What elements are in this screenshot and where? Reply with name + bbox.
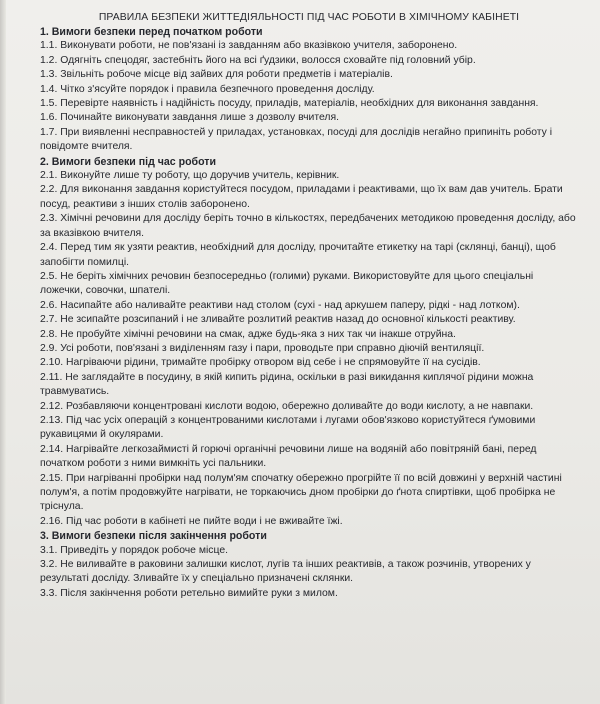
- rule-item: 1.5. Перевірте наявність і надійність посуду, приладів, матеріалів, необхідних для виконання завдання.: [40, 98, 539, 110]
- rule-item: 2.12. Розбавляючи концентровані кислоти водою, обережно доливайте до води кислоту, а не навпаки.: [40, 400, 534, 412]
- section-during-work: [40, 155, 578, 530]
- rule-item: 3.3. Після закінчення роботи ретельно вимийте руки з милом.: [40, 587, 338, 599]
- rule-item: 2.5. Не беріть хімічних речовин безпосередньо (голими) руками. Використовуйте для цього спеціальні ложечки, совочки, шпателі.: [40, 270, 534, 297]
- rule-item: 3.1. Приведіть у порядок робоче місце.: [40, 544, 228, 556]
- rule-item: 2.2. Для виконання завдання користуйтеся посудом, приладами і реактивами, що їх вам дав учитель. Брати посуд, реактиви з інших столів заборонено.: [40, 184, 563, 210]
- rule-item: 1.3. Звільніть робоче місце від зайвих для роботи предметів і матеріалів.: [40, 69, 393, 81]
- section-after-work: [40, 529, 578, 601]
- rule-item: 1.2. Одягніть спецодяг, застебніть його на всі ґудзики, волосся сховайте під головний убір.: [40, 54, 476, 66]
- rule-item: 3.2. Не виливайте в раковини залишки кислот, лугів та інших реактивів, а також розчинів, утворених у результаті досліду. Зливайте їх у спеціально призначені склянки.: [40, 559, 531, 585]
- rule-item: 1.7. При виявленні несправностей у приладах, установках, посуді для дослідів негайно припиніть роботу і повідомте вчителя.: [40, 126, 553, 153]
- section-heading: 3. Вимоги безпеки після закінчення роботи: [40, 530, 267, 543]
- rule-item: 2.10. Нагріваючи рідини, тримайте пробірку отвором від себе і не спрямовуйте її на сусідів.: [40, 357, 481, 369]
- rule-item: 2.7. Не зсипайте розсипаний і не зливайте розлитий реактив назад до основної кількості реактиву.: [40, 314, 516, 326]
- rule-item: 1.6. Починайте виконувати завдання лише з дозволу вчителя.: [40, 112, 339, 124]
- rule-item: 2.1. Виконуйте лише ту роботу, що доручив учитель, керівник.: [40, 170, 340, 182]
- rule-item: 2.3. Хімічні речовини для досліду беріть точно в кількостях, передбачених методикою проведення досліду, або за вказівкою вчителя.: [40, 213, 576, 239]
- rule-item: 2.14. Нагрівайте легкозаймисті й горючі органічні речовини лише на водяній або повітряній бані, перед початком роботи з ними вимкніть усі пальники.: [40, 443, 537, 470]
- rule-item: 2.8. Не пробуйте хімічні речовини на смак, адже будь-яка з них так чи інакше отруйна.: [40, 328, 456, 340]
- paper-edge: [0, 0, 6, 704]
- rule-item: 2.16. Під час роботи в кабінеті не пийте води і не вживайте їжі.: [40, 515, 343, 527]
- rule-item: 1.4. Чітко з'ясуйте порядок і правила безпечного проведення досліду.: [40, 83, 375, 95]
- rule-item: 2.6. Насипайте або наливайте реактиви над столом (сухі - над аркушем паперу, рідкі - над лотком).: [40, 299, 520, 311]
- section-heading: 2. Вимоги безпеки під час роботи: [40, 155, 217, 168]
- document-title: ПРАВИЛА БЕЗПЕКИ ЖИТТЕДІЯЛЬНОСТІ ПІД ЧАС РОБОТИ В ХІМІЧНОМУ КАБІНЕТІ: [98, 12, 520, 23]
- rule-item: 1.1. Виконувати роботи, не пов'язані із завданням або вказівкою учителя, заборонено.: [40, 40, 458, 52]
- rule-item: 2.15. При нагріванні пробірки над полум'ям спочатку обережно прогрійте її по всій довжині у верхній частині полум'я, а потім продовжуйте нагрівати, не торкаючись дном пробірки до ґнота спиртівки, щоб пробірка не тріснула.: [40, 472, 562, 513]
- rule-item: 2.9. Усі роботи, пов'язані з виділенням газу і пари, проводьте при справно діючій вентиляції.: [40, 342, 485, 354]
- rule-item: 2.13. Під час усіх операцій з концентрованими кислотами і лугами обов'язково користуйтеся ґумовими рукавицями й окулярами.: [40, 414, 536, 441]
- rule-item: 2.4. Перед тим як узяти реактив, необхідний для досліду, прочитайте етикетку на тарі (склянці, банці), щоб запобігти помилці.: [40, 242, 556, 268]
- rule-item: 2.11. Не заглядайте в посудину, в якій кипить рідина, оскільки в разі викидання киплячої рідини можна травмуватись.: [40, 371, 534, 398]
- section-before-work: [40, 25, 578, 155]
- section-heading: 1. Вимоги безпеки перед початком роботи: [40, 26, 263, 38]
